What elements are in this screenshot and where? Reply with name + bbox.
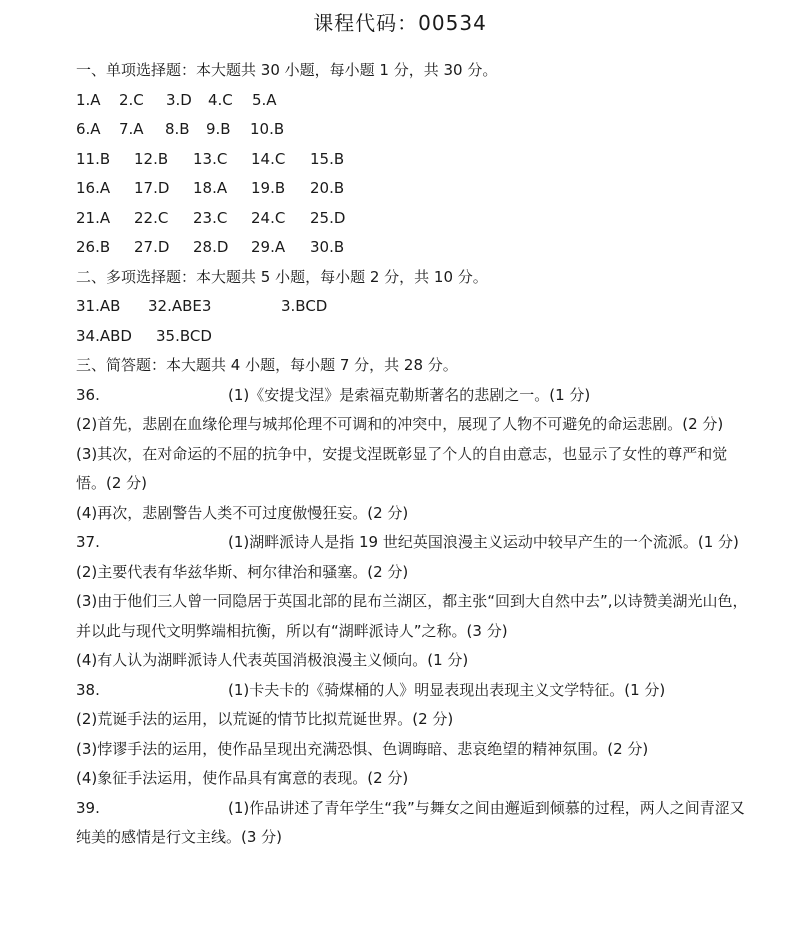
answer-item: 1.A [76,90,101,109]
question-point: (3)由于他们三人曾一同隐居于英国北部的昆布兰湖区，都主张“回到大自然中去”,以诗赞美湖光山色，并以此与现代文明弊端相抗衡，所以有“湖畔派诗人”之称。(3 分) [76,592,748,640]
answer-item: 4.C [208,90,233,109]
question-first-point [76,794,756,853]
answer-item: 34.ABD [76,326,132,345]
question-number: 36. [76,385,100,404]
question-point: (2)主要代表有华兹华斯、柯尔律治和骚塞。(2 分) [76,562,409,581]
answer-item: 22.C [134,208,169,227]
answer-row [76,174,756,204]
section1-answers [76,86,756,263]
answer-row [76,86,756,116]
answer-item: 2.C [119,90,144,109]
answer-row [76,204,756,234]
section3-heading: 三、简答题：本大题共 4 小题，每小题 7 分，共 28 分。 [76,356,458,374]
answer-row [76,233,756,263]
question-point-text: (1)卡夫卡的《骑煤桶的人》明显表现出表现主义文学特征。(1 分) [228,680,666,699]
answer-item: 29.A [251,238,286,256]
answer-row [76,145,756,175]
answer-item: 3.D [166,90,192,109]
answer-item: 35.BCD [156,326,212,345]
answer-item: 16.A [76,179,111,197]
question-point: (4)象征手法运用，使作品具有寓意的表现。(2 分) [76,769,409,787]
question-point-text: (1)作品讲述了青年学生“我”与舞女之间由邂逅到倾慕的过程，两人之间青涩又纯美的感情是行文主线。(3 分) [76,798,745,846]
answer-item: 8.B [165,120,190,138]
answer-item: 25.D [310,208,346,227]
answer-item: 24.C [251,208,286,227]
question-number: 37. [76,533,100,551]
question-point: (3)其次，在对命运的不屈的抗争中，安提戈涅既彰显了个人的自由意志，也显示了女性的尊严和觉悟。(2 分) [76,444,728,492]
answer-item: 20.B [310,179,345,197]
question-number: 38. [76,680,100,699]
answer-item: 6.A [76,120,101,138]
question-point: (4)有人认为湖畔派诗人代表英国消极浪漫主义倾向。(1 分) [76,651,469,669]
question-point: (2)荒诞手法的运用，以荒诞的情节比拟荒诞世界。(2 分) [76,710,454,728]
answer-item: 18.A [193,179,228,197]
answer-item: 21.A [76,208,111,227]
question-first-point [76,676,756,706]
section2-heading: 二、多项选择题：本大题共 5 小题，每小题 2 分，共 10 分。 [76,267,488,286]
answer-item: 7.A [119,120,144,138]
section2-answers [76,292,756,351]
question-first-point [76,528,756,558]
answer-item: 17.D [134,179,170,197]
question-point: (4)再次，悲剧警告人类不可过度傲慢狂妄。(2 分) [76,503,409,522]
answer-item: 32.ABE3 [148,297,212,315]
answer-item: 31.AB [76,297,121,315]
answer-item: 11.B [76,149,111,168]
answer-item: 10.B [250,120,285,138]
answer-item: 3.BCD [281,297,328,315]
answer-item: 5.A [252,90,277,109]
answer-item: 26.B [76,238,111,256]
section1-heading: 一、单项选择题：本大题共 30 小题，每小题 1 分，共 30 分。 [76,61,498,79]
answer-item: 30.B [310,238,345,256]
answer-item: 9.B [206,120,231,138]
question-point-text: (1)湖畔派诗人是指 19 世纪英国浪漫主义运动中较早产生的一个流派。(1 分) [228,533,739,551]
answer-item: 23.C [193,208,228,227]
course-code-title: 课程代码：00534 [313,11,487,35]
answer-item: 14.C [251,149,286,168]
question-number: 39. [76,798,100,817]
question-first-point [76,381,756,411]
answer-item: 28.D [193,238,229,256]
answer-item: 15.B [310,149,345,168]
question-point: (3)悖谬手法的运用，使作品呈现出充满恐惧、色调晦暗、悲哀绝望的精神氛围。(2 分) [76,739,649,758]
answer-item: 27.D [134,238,170,256]
question-point: (2)首先，悲剧在血缘伦理与城邦伦理不可调和的冲突中，展现了人物不可避免的命运悲剧。(2 分) [76,415,724,433]
answer-key [76,56,756,853]
answer-row [76,292,756,322]
section3-answers [76,381,756,853]
answer-item: 13.C [193,149,228,168]
answer-row [76,322,756,352]
question-point-text: (1)《安提戈涅》是索福克勒斯著名的悲剧之一。(1 分) [228,385,591,404]
answer-row [76,115,756,145]
answer-item: 12.B [134,149,169,168]
answer-item: 19.B [251,179,286,197]
